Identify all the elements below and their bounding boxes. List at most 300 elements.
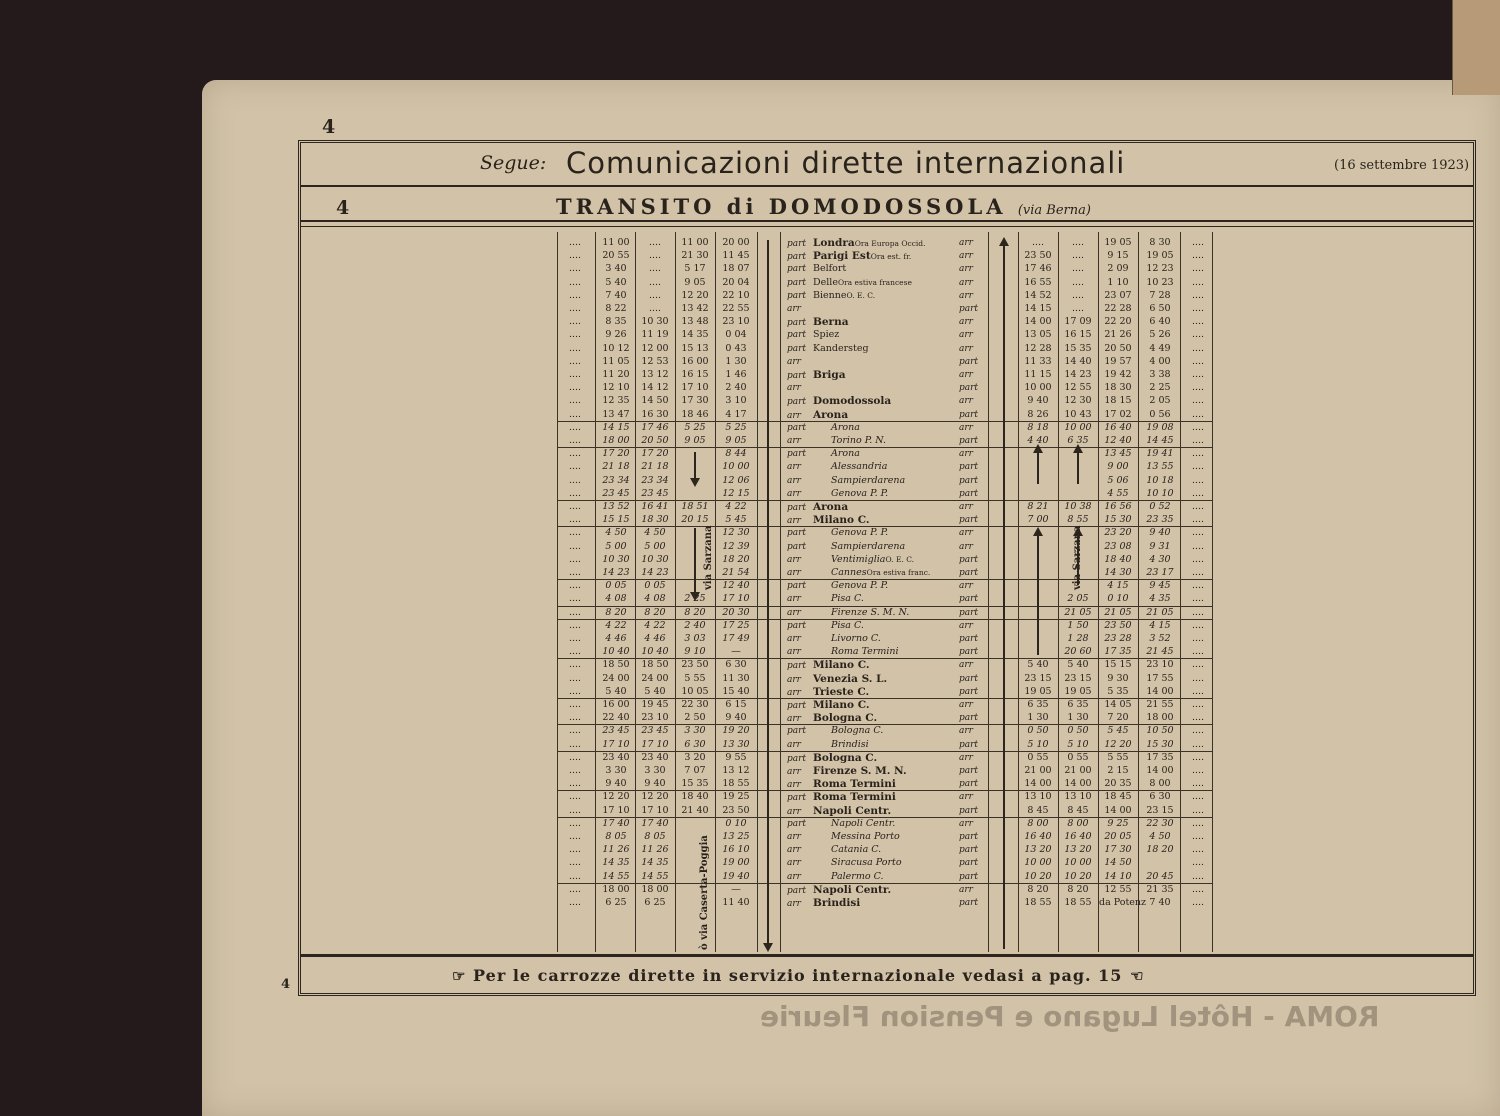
time-cell: 13 10 xyxy=(1064,791,1092,803)
time-cell: .... xyxy=(568,685,582,697)
time-cell: 17 10 xyxy=(602,738,630,750)
station-name: Milano C. xyxy=(813,514,870,527)
station-row xyxy=(787,857,985,869)
station-note: O. E. C. xyxy=(846,290,876,300)
time-cell: 23 07 xyxy=(1104,289,1132,301)
arr-part-label: part xyxy=(959,488,979,499)
arr-part-label: arr xyxy=(959,792,973,803)
time-cell: 23 50 xyxy=(722,804,750,816)
time-cell: 4 08 xyxy=(644,593,666,605)
station-name: Venezia S. L. xyxy=(813,672,888,685)
time-cell: .... xyxy=(568,382,582,394)
time-cell: 9 05 xyxy=(725,435,747,446)
time-cell: 21 40 xyxy=(681,804,709,816)
station-name: Arona xyxy=(813,408,849,421)
time-cell: 10 05 xyxy=(681,685,709,697)
part-arr-label: part xyxy=(787,264,807,275)
time-cell: 14 05 xyxy=(1104,699,1132,710)
time-cell: .... xyxy=(1071,263,1085,275)
time-cell: 6 30 xyxy=(725,659,747,671)
station-name: Arona xyxy=(813,501,849,513)
station-row xyxy=(787,541,985,553)
time-cell: .... xyxy=(1071,250,1085,262)
arr-part-label: arr xyxy=(959,528,973,539)
time-cell: 9 40 xyxy=(1027,395,1049,407)
station-name: Bienne xyxy=(813,289,847,301)
time-cell: .... xyxy=(568,738,582,750)
arr-part-label: part xyxy=(959,383,979,394)
station-row xyxy=(787,316,985,329)
station-name: Milano C. xyxy=(813,699,870,711)
subtitle-text: TRANSITO di DOMODOSSOLA xyxy=(556,194,1007,219)
time-cell: 23 50 xyxy=(1104,619,1132,631)
time-cell: 9 10 xyxy=(684,646,706,658)
time-cell: 7 40 xyxy=(1149,897,1171,908)
time-cell: 5 40 xyxy=(605,685,627,697)
via-sarzana-label: via Sarzana xyxy=(703,525,714,590)
arr-part-label: arr xyxy=(959,264,973,275)
time-cell: 11 33 xyxy=(1024,355,1052,367)
time-cell: .... xyxy=(1071,289,1085,301)
time-cell: 7 00 xyxy=(1027,514,1049,526)
time-cell: .... xyxy=(568,342,582,354)
time-cell: 17 10 xyxy=(641,804,669,816)
part-arr-label: arr xyxy=(787,687,801,698)
part-arr-label: arr xyxy=(787,832,801,842)
time-cell: 15 30 xyxy=(1104,514,1132,526)
time-cell: 14 30 xyxy=(1104,567,1132,578)
time-cell: .... xyxy=(1191,725,1205,737)
time-cell: .... xyxy=(568,435,582,446)
station-name: Alessandria xyxy=(831,461,888,473)
part-arr-label: part xyxy=(787,818,807,829)
time-cell: .... xyxy=(568,303,582,314)
time-cell: 4 15 xyxy=(1107,580,1129,592)
time-cell: 23 34 xyxy=(641,474,669,486)
time-cell: 9 26 xyxy=(605,329,627,341)
time-cell: 10 18 xyxy=(1146,474,1174,486)
time-cell: 21 05 xyxy=(1146,606,1174,618)
time-cell: 21 30 xyxy=(681,250,709,262)
time-cell: 15 35 xyxy=(1064,342,1092,354)
time-cell: .... xyxy=(1191,593,1205,605)
time-cell: .... xyxy=(648,250,662,262)
station-name: Kandersteg xyxy=(813,342,869,354)
part-arr-label: part xyxy=(787,528,807,539)
time-cell: .... xyxy=(1191,778,1205,790)
time-cell: 4 00 xyxy=(1149,355,1171,367)
time-cell: 9 40 xyxy=(644,778,666,790)
time-cell: 0 04 xyxy=(725,329,747,341)
down-arrow-icon xyxy=(763,943,773,952)
station-name: Napoli Centr. xyxy=(813,883,892,896)
time-cell: 16 40 xyxy=(1104,421,1132,433)
time-cell: 18 00 xyxy=(602,883,630,895)
station-row xyxy=(787,580,985,592)
station-row xyxy=(787,884,985,897)
time-cell: 23 28 xyxy=(1104,633,1132,644)
time-cell: 13 20 xyxy=(1024,844,1052,856)
part-arr-label: arr xyxy=(787,647,801,658)
station-name: Firenze S. M. N. xyxy=(813,765,907,777)
time-cell: 12 10 xyxy=(602,382,630,394)
arr-part-label: arr xyxy=(959,317,973,328)
time-cell: .... xyxy=(568,553,582,565)
down-arrow-shaft xyxy=(767,240,769,945)
time-cell: 19 25 xyxy=(722,791,750,803)
time-cell: 2 25 xyxy=(1149,382,1171,394)
time-cell: 10 40 xyxy=(602,646,630,658)
time-cell: 20 00 xyxy=(722,237,750,248)
time-cell: 10 30 xyxy=(602,553,630,565)
arr-part-label: part xyxy=(959,871,979,882)
time-cell: .... xyxy=(568,329,582,341)
time-cell: 17 02 xyxy=(1104,408,1132,420)
time-cell: .... xyxy=(1191,395,1205,407)
time-cell: 9 25 xyxy=(1107,817,1129,829)
part-arr-label: part xyxy=(787,397,807,408)
time-cell: 2 09 xyxy=(1107,263,1129,275)
time-cell: .... xyxy=(568,461,582,473)
time-cell: .... xyxy=(568,540,582,552)
station-row xyxy=(787,448,985,460)
column-rule xyxy=(715,232,716,952)
part-arr-label: arr xyxy=(787,634,801,644)
time-cell: 7 40 xyxy=(605,289,627,301)
time-cell: 10 00 xyxy=(722,461,750,473)
time-cell: 14 23 xyxy=(1064,369,1092,380)
part-arr-label: arr xyxy=(787,806,801,817)
time-cell: 19 00 xyxy=(722,857,750,869)
station-name: Belfort xyxy=(813,263,847,275)
time-cell: 1 30 xyxy=(1027,712,1049,724)
part-arr-label: part xyxy=(787,252,807,263)
time-cell: 9 05 xyxy=(684,435,706,446)
time-cell: .... xyxy=(1191,276,1205,288)
arr-part-label: part xyxy=(959,898,979,908)
time-cell: 8 26 xyxy=(1027,408,1049,420)
time-cell: 0 10 xyxy=(1107,593,1129,605)
time-cell: 14 00 xyxy=(1146,765,1174,776)
station-name: Domodossola xyxy=(813,395,892,408)
time-cell: 13 48 xyxy=(681,316,709,328)
arr-part-label: part xyxy=(959,356,979,367)
time-cell: 11 19 xyxy=(641,329,669,341)
time-cell: 20 35 xyxy=(1104,778,1132,790)
part-arr-label: part xyxy=(787,330,807,341)
time-cell: .... xyxy=(1031,237,1045,248)
time-cell: .... xyxy=(568,250,582,262)
time-cell: 23 34 xyxy=(602,474,630,486)
arr-part-label: part xyxy=(959,304,979,314)
part-arr-label: part xyxy=(787,371,807,381)
time-cell: 11 26 xyxy=(602,844,630,856)
time-cell: .... xyxy=(568,765,582,776)
time-cell: 13 45 xyxy=(1104,448,1132,460)
time-cell: 6 30 xyxy=(1149,791,1171,803)
station-name: Roma Termini xyxy=(813,791,896,804)
station-name: Roma Termini xyxy=(831,646,899,658)
time-cell: 3 38 xyxy=(1149,369,1171,380)
time-cell: 23 10 xyxy=(722,316,750,328)
time-cell: 14 55 xyxy=(602,870,630,882)
time-cell: 5 10 xyxy=(1067,738,1089,750)
time-cell: 20 05 xyxy=(1104,831,1132,842)
time-cell: 14 00 xyxy=(1064,778,1092,790)
time-cell: 18 30 xyxy=(1104,382,1132,394)
time-cell: 18 40 xyxy=(681,791,709,803)
arr-part-label: arr xyxy=(959,370,973,380)
time-cell: .... xyxy=(568,857,582,869)
time-cell: 18 00 xyxy=(641,883,669,895)
time-cell: .... xyxy=(568,527,582,539)
station-row xyxy=(787,395,985,408)
part-arr-label: arr xyxy=(787,674,801,685)
time-cell: .... xyxy=(1191,685,1205,697)
part-arr-label: part xyxy=(787,726,807,737)
time-cell: 9 55 xyxy=(725,751,747,763)
time-cell: .... xyxy=(568,501,582,512)
part-arr-label: arr xyxy=(787,436,801,446)
time-cell: 3 30 xyxy=(684,725,706,737)
time-cell: 14 00 xyxy=(1024,316,1052,328)
time-cell: 4 46 xyxy=(644,633,666,644)
station-row xyxy=(787,461,985,473)
time-cell: 8 44 xyxy=(725,448,747,460)
station-row xyxy=(787,871,985,883)
time-cell: 17 10 xyxy=(641,738,669,750)
time-cell: .... xyxy=(568,395,582,407)
time-cell: 17 10 xyxy=(722,593,750,605)
part-arr-label: arr xyxy=(787,594,801,605)
time-cell: 11 40 xyxy=(722,897,750,908)
time-cell: .... xyxy=(568,844,582,856)
station-row xyxy=(787,725,985,737)
arr-part-label: arr xyxy=(959,541,973,552)
time-cell: 23 10 xyxy=(641,712,669,724)
time-cell: 7 20 xyxy=(1107,712,1129,724)
time-cell: 13 47 xyxy=(602,408,630,420)
time-cell: 6 40 xyxy=(1149,316,1171,328)
time-cell: .... xyxy=(1191,659,1205,671)
time-cell: 23 50 xyxy=(681,659,709,671)
time-cell: 4 08 xyxy=(605,593,627,605)
arr-part-label: part xyxy=(959,436,979,446)
station-row xyxy=(787,791,985,804)
subtitle-via: (via Berna) xyxy=(1017,203,1091,218)
time-cell: 22 30 xyxy=(1146,817,1174,829)
time-cell: 1 10 xyxy=(1107,276,1129,288)
time-cell: 11 00 xyxy=(681,237,709,248)
column-rule xyxy=(1138,232,1139,952)
time-cell: 12 06 xyxy=(722,474,750,486)
station-row xyxy=(787,514,985,527)
station-name: Arona xyxy=(831,448,860,460)
time-cell: 18 45 xyxy=(1104,791,1132,803)
time-cell: 14 12 xyxy=(641,382,669,394)
arr-part-label: arr xyxy=(959,251,973,262)
time-cell: 5 10 xyxy=(1027,738,1049,750)
column-rule xyxy=(988,232,989,952)
time-cell: 18 46 xyxy=(681,408,709,420)
time-cell: 17 20 xyxy=(602,448,630,460)
part-arr-label: part xyxy=(787,449,807,460)
time-cell: 22 40 xyxy=(602,712,630,724)
time-cell: 4 50 xyxy=(605,527,627,539)
time-cell: da Potenz xyxy=(1099,897,1147,908)
station-row xyxy=(787,646,985,658)
station-name: Sampierdarena xyxy=(831,540,906,552)
arr-part-label: arr xyxy=(959,277,973,288)
station-row xyxy=(787,712,985,725)
time-cell: .... xyxy=(1191,263,1205,275)
via-caserta-label: ò via Caserta-Poggia xyxy=(699,835,710,950)
time-cell: 8 20 xyxy=(684,606,706,618)
time-cell: 14 35 xyxy=(681,329,709,341)
station-name: Brindisi xyxy=(831,738,869,750)
time-cell: 17 35 xyxy=(1104,646,1132,658)
time-cell: 9 40 xyxy=(605,778,627,790)
station-name: Genova P. P. xyxy=(831,580,889,592)
time-cell: .... xyxy=(1191,421,1205,433)
station-note: Ora est. fr. xyxy=(870,252,912,262)
time-cell: .... xyxy=(648,263,662,275)
time-cell: 13 12 xyxy=(641,369,669,380)
time-cell: 4 49 xyxy=(1149,342,1171,354)
time-cell: .... xyxy=(1071,303,1085,314)
time-cell: 10 20 xyxy=(1024,870,1052,882)
time-cell: 5 17 xyxy=(684,263,706,275)
time-cell: 1 30 xyxy=(725,355,747,367)
time-cell: 21 05 xyxy=(1104,606,1132,618)
time-cell: 21 45 xyxy=(1146,646,1174,658)
time-cell: .... xyxy=(1191,369,1205,380)
time-cell: 9 31 xyxy=(1149,540,1171,552)
time-cell: 12 30 xyxy=(722,527,750,539)
station-name: Genova P. P. xyxy=(831,527,889,539)
time-cell: 19 42 xyxy=(1104,369,1132,380)
time-cell: 0 05 xyxy=(644,580,666,592)
time-cell: 11 05 xyxy=(602,355,630,367)
time-cell: 8 35 xyxy=(605,316,627,328)
time-cell: 5 35 xyxy=(1107,685,1129,697)
time-cell: 14 00 xyxy=(1146,685,1174,697)
time-cell: .... xyxy=(1191,435,1205,446)
time-cell: .... xyxy=(1191,329,1205,341)
part-arr-label: part xyxy=(787,277,807,288)
time-cell: 17 20 xyxy=(641,448,669,460)
time-cell: 20 15 xyxy=(681,514,709,526)
station-name: Londra xyxy=(813,237,855,249)
time-cell: 17 46 xyxy=(1024,263,1052,275)
time-cell: 4 22 xyxy=(725,501,747,512)
time-cell: 8 21 xyxy=(1027,501,1049,512)
station-row xyxy=(787,435,985,447)
time-cell: 19 40 xyxy=(722,870,750,882)
station-name: Milano C. xyxy=(813,659,870,672)
arr-part-label: part xyxy=(959,739,979,750)
time-cell: .... xyxy=(648,289,662,301)
station-note: Ora Europa Occid. xyxy=(854,239,926,248)
time-cell: .... xyxy=(568,289,582,301)
time-cell: 5 40 xyxy=(1027,659,1049,671)
column-rule xyxy=(595,232,596,952)
time-cell: 22 20 xyxy=(1104,316,1132,328)
time-cell: 15 40 xyxy=(722,685,750,697)
time-cell: 15 30 xyxy=(1146,738,1174,750)
time-cell: .... xyxy=(1191,461,1205,473)
time-cell: 2 25 xyxy=(684,593,706,605)
time-cell: 18 30 xyxy=(641,514,669,526)
time-cell: 1 28 xyxy=(1067,633,1089,644)
station-row xyxy=(787,607,985,619)
time-cell: 12 35 xyxy=(602,395,630,407)
time-cell: 3 30 xyxy=(605,765,627,776)
page-number: 4 xyxy=(322,116,336,138)
up-arrow-shaft xyxy=(1003,244,1005,949)
time-cell: .... xyxy=(568,791,582,803)
part-arr-label: arr xyxy=(787,845,801,856)
station-row xyxy=(787,699,985,712)
station-name: Palermo C. xyxy=(831,870,884,882)
station-row xyxy=(787,673,985,686)
arr-part-label: part xyxy=(959,462,979,473)
time-cell: 17 55 xyxy=(1146,672,1174,684)
time-cell: 10 23 xyxy=(1146,276,1174,288)
station-row xyxy=(787,303,985,315)
time-cell: 20 45 xyxy=(1146,870,1174,882)
time-cell: 21 18 xyxy=(602,461,630,473)
time-cell: 16 15 xyxy=(1064,329,1092,341)
time-cell: .... xyxy=(568,751,582,763)
time-cell: .... xyxy=(568,448,582,460)
station-row xyxy=(787,356,985,368)
time-cell: 18 55 xyxy=(1064,897,1092,908)
station-row xyxy=(787,554,985,566)
station-row xyxy=(787,277,985,289)
time-cell: 3 40 xyxy=(605,263,627,275)
time-cell: 19 05 xyxy=(1064,685,1092,697)
station-row xyxy=(787,620,985,632)
time-cell: 10 00 xyxy=(1024,857,1052,869)
side-page-number: 4 xyxy=(281,977,291,992)
station-row xyxy=(787,422,985,434)
time-cell: 23 45 xyxy=(641,487,669,499)
arr-part-label: arr xyxy=(959,422,973,433)
time-cell: 23 15 xyxy=(1064,672,1092,684)
part-arr-label: arr xyxy=(787,475,801,486)
time-cell: 12 20 xyxy=(681,289,709,301)
time-cell: .... xyxy=(568,831,582,842)
time-cell: 17 30 xyxy=(1104,844,1132,856)
station-row xyxy=(787,686,985,699)
time-cell: 10 43 xyxy=(1064,408,1092,420)
time-cell: 18 51 xyxy=(681,501,709,512)
station-row xyxy=(787,593,985,605)
time-cell: 8 45 xyxy=(1067,804,1089,816)
time-cell: 13 30 xyxy=(722,738,750,750)
footer-note xyxy=(452,966,1143,985)
station-note: Ora estiva francese xyxy=(837,277,912,287)
time-cell: 20 55 xyxy=(602,250,630,262)
station-row xyxy=(787,633,985,645)
station-name: Briga xyxy=(813,369,846,381)
time-cell: 0 43 xyxy=(725,342,747,354)
time-cell: 17 09 xyxy=(1064,316,1092,328)
arr-part-label: arr xyxy=(959,581,973,592)
time-cell: 6 30 xyxy=(684,738,706,750)
time-cell: .... xyxy=(568,580,582,592)
